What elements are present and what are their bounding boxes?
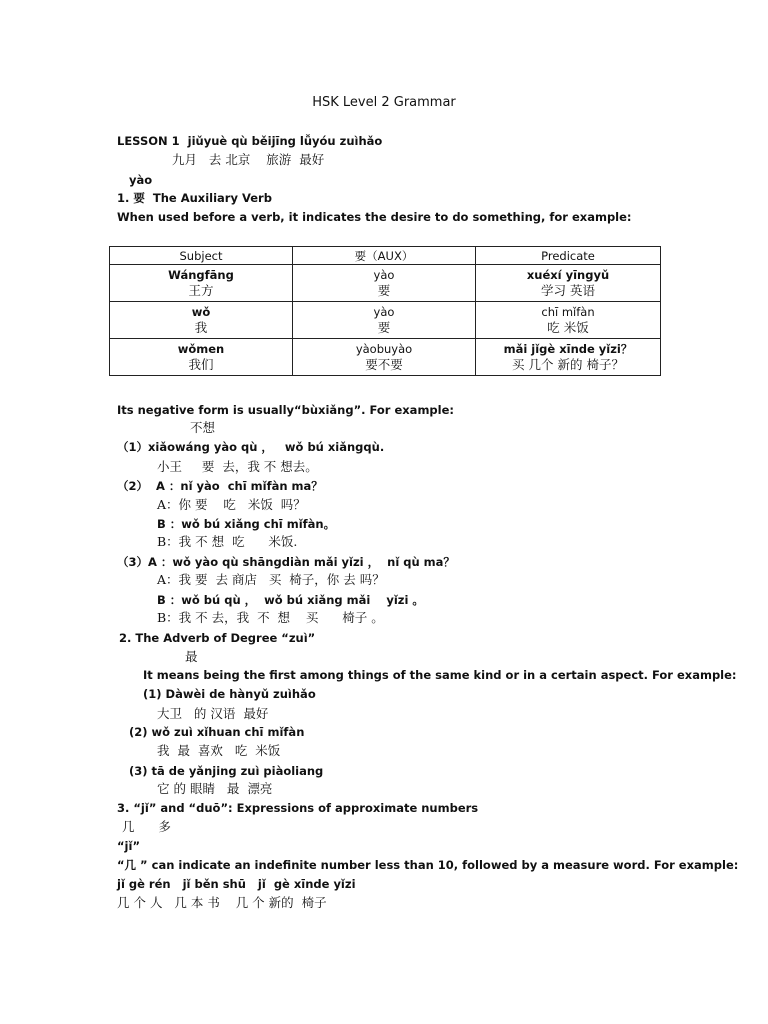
neg-example-1-pinyin: （1）xiǎowáng yào qù ， wǒ bú xiǎngqù.	[117, 440, 385, 454]
section-3-intro: “几 ” can indicate an indefinite number less than 10, followed by a measure word. For example:	[117, 858, 739, 872]
section-2-char: 最	[185, 649, 198, 664]
aux-pinyin: yàobuyào	[355, 342, 413, 356]
subject-pinyin: wǒmen	[177, 342, 225, 356]
neg-example-2a-pinyin: （2） A ：nǐ yào chī mǐfàn ma？	[117, 479, 323, 493]
lesson-chars: 九月 去 北京 旅游 最好	[172, 152, 325, 167]
negative-intro: Its negative form is usually“bùxiǎng”. For example:	[117, 403, 454, 417]
table-header-predicate: Predicate	[476, 247, 661, 265]
adverb-example-1-chars: 大卫 的 汉语 最好	[157, 706, 269, 721]
subject-chars: 我们	[188, 357, 214, 372]
predicate-chars: 买 几个 新的 椅子？	[512, 357, 624, 372]
adverb-example-1-pinyin: (1) Dàwèi de hànyǔ zuìhǎo	[143, 687, 316, 701]
predicate-chars: 吃 米饭	[547, 320, 589, 335]
page-title: HSK Level 2 Grammar	[312, 95, 456, 110]
predicate-chars: 学习 英语	[541, 283, 595, 298]
table-header-aux: 要（AUX）	[293, 247, 476, 265]
neg-example-3b-pinyin: B ：wǒ bú qù ， wǒ bú xiǎng mǎi yǐzi 。	[157, 593, 424, 607]
aux-pinyin: yào	[373, 305, 395, 319]
section-3-title: 3. “jǐ” and “duō”: Expressions of approximate numbers	[117, 801, 479, 815]
approx-example-pinyin: jǐ gè rén jǐ běn shū jǐ gè xīnde yǐzi	[117, 877, 356, 891]
table-row	[110, 302, 661, 339]
neg-example-3a-chars: A：我 要 去 商店 买 椅子，你 去 吗？	[157, 572, 385, 587]
neg-example-1-chars: 小王 要 去，我 不 想去。	[157, 459, 318, 474]
neg-example-3b-chars: B：我 不 去，我 不 想 买 椅子 。	[157, 610, 384, 625]
predicate-pinyin: chī mǐfàn	[541, 305, 595, 319]
subject-chars: 我	[194, 320, 208, 335]
table-row	[110, 339, 661, 376]
negative-chars: 不想	[190, 420, 216, 435]
adverb-example-2-pinyin: (2) wǒ zuì xǐhuan chī mǐfàn	[129, 725, 305, 739]
section-1-title: 1. 要 The Auxiliary Verb	[117, 191, 272, 205]
s1-pinyin: yào	[129, 173, 153, 187]
subject-pinyin: wǒ	[191, 305, 211, 319]
aux-verb-table	[109, 246, 661, 376]
aux-chars: 要不要	[365, 357, 403, 372]
section-3-subheading: “jǐ”	[117, 839, 140, 853]
section-2-intro: It means being the first among things of the same kind or in a certain aspect. For example:	[143, 668, 737, 682]
aux-pinyin: yào	[373, 268, 395, 282]
predicate-pinyin: mǎi jǐgè xīnde yǐzi？	[503, 342, 633, 356]
lesson-heading: LESSON 1 jiǔyuè qù běijīng lǚyóu zuìhǎo	[117, 134, 383, 148]
subject-pinyin: Wángfāng	[168, 268, 234, 282]
subject-chars: 王方	[188, 283, 214, 298]
section-3-chars: 几 多	[122, 819, 171, 834]
aux-chars: 要	[377, 283, 391, 298]
section-2-title: 2. The Adverb of Degree “zuì”	[119, 631, 316, 645]
neg-example-2b-pinyin: B ：wǒ bú xiǎng chī mǐfàn。	[157, 517, 336, 531]
section-1-intro: When used before a verb, it indicates the desire to do something, for example:	[117, 210, 632, 224]
approx-example-chars: 几 个 人 几 本 书 几 个 新的 椅子	[117, 895, 327, 910]
predicate-pinyin: xuéxí yīngyǔ	[526, 268, 610, 282]
adverb-example-3-chars: 它 的 眼睛 最 漂亮	[157, 781, 273, 796]
table-header-subject: Subject	[110, 247, 293, 265]
adverb-example-3-pinyin: (3) tā de yǎnjing zuì piàoliang	[129, 764, 324, 778]
neg-example-2a-chars: A：你 要 吃 米饭 吗？	[157, 497, 306, 512]
neg-example-2b-chars: B：我 不 想 吃 米饭.	[157, 534, 298, 549]
aux-chars: 要	[377, 320, 391, 335]
table-row	[110, 265, 661, 302]
adverb-example-2-chars: 我 最 喜欢 吃 米饭	[157, 743, 281, 758]
neg-example-3a-pinyin: （3）A ：wǒ yào qù shāngdiàn mǎi yǐzi ， nǐ qù ma？	[117, 555, 455, 569]
